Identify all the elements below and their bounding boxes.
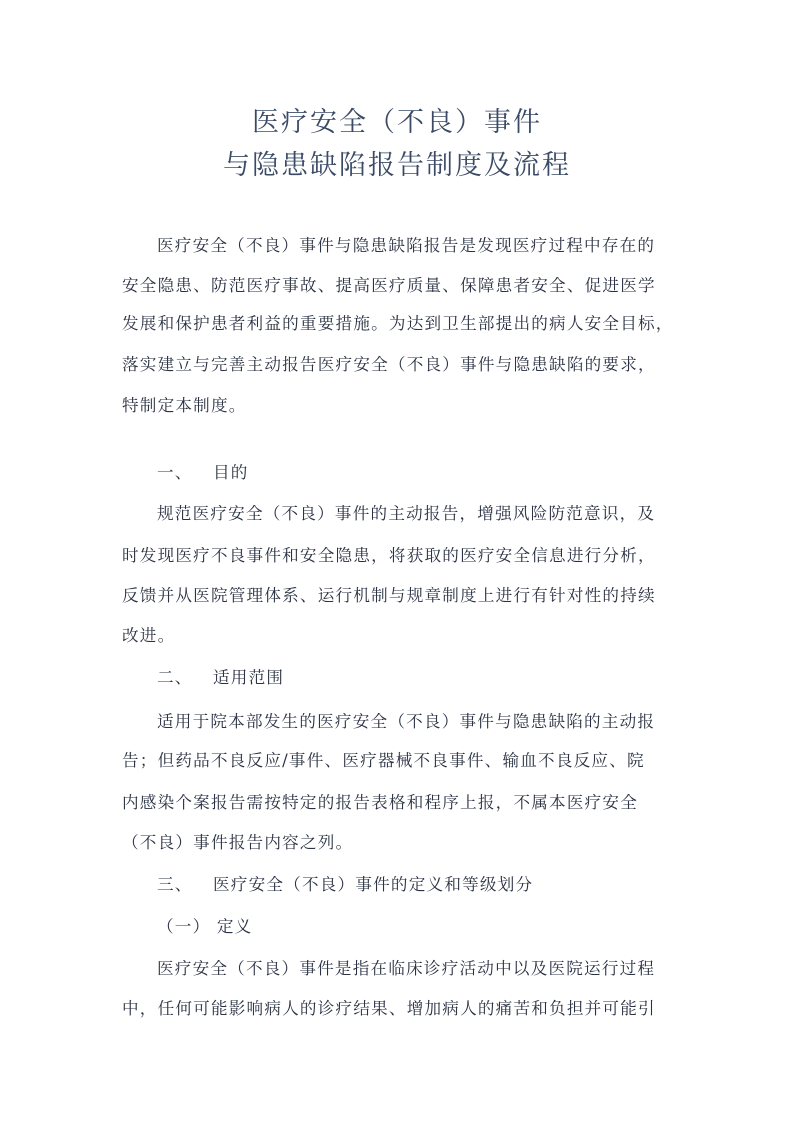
intro-line: 医疗安全（不良）事件与隐患缺陷报告是发现医疗过程中存在的 — [157, 236, 656, 255]
section-number: 三、 — [157, 875, 193, 894]
section-body-line: 医疗安全（不良）事件是指在临床诊疗活动中以及医院运行过程 — [157, 959, 656, 978]
subsection-title: 定义 — [216, 917, 253, 936]
section-number: 一、 — [157, 463, 193, 482]
section-body-line: 中，任何可能影响病人的诊疗结果、增加病人的痛苦和负担并可能引 — [122, 999, 656, 1018]
section-heading — [157, 459, 249, 483]
document-title-line1: 医疗安全（不良）事件 — [252, 107, 542, 138]
intro-line: 发展和保护患者利益的重要措施。为达到卫生部提出的病人安全目标， — [122, 314, 674, 333]
subsection-heading — [157, 913, 252, 937]
intro-line: 特制定本制度。 — [122, 396, 247, 415]
section-title: 医疗安全（不良）事件的定义和等级划分 — [213, 875, 534, 894]
intro-line: 安全隐患、防范医疗事故、提高医疗质量、保障患者安全、促进医学 — [122, 276, 656, 295]
intro-line: 落实建立与完善主动报告医疗安全（不良）事件与隐患缺陷的要求， — [122, 355, 656, 374]
section-body-line: 告；但药品不良反应/事件、医疗器械不良事件、输血不良反应、院 — [122, 751, 645, 770]
section-body-line: 适用于院本部发生的医疗安全（不良）事件与隐患缺陷的主动报 — [157, 712, 656, 731]
section-body-line: 内感染个案报告需按特定的报告表格和程序上报，不属本医疗安全 — [122, 793, 639, 812]
section-body-line: 规范医疗安全（不良）事件的主动报告，增强风险防范意识，及 — [157, 504, 656, 523]
section-heading — [157, 871, 533, 895]
section-title: 目的 — [213, 463, 249, 482]
section-body-line: 时发现医疗不良事件和安全隐患，将获取的医疗安全信息进行分析， — [122, 546, 656, 565]
section-body-line: 反馈并从医院管理体系、运行机制与规章制度上进行有针对性的持续 — [122, 586, 656, 605]
section-number: 二、 — [157, 668, 193, 687]
subsection-number: （一） — [157, 917, 211, 936]
section-title: 适用范围 — [213, 668, 285, 687]
section-heading — [157, 664, 284, 688]
section-body-line: （不良）事件报告内容之列。 — [122, 833, 354, 852]
document-title-line2: 与隐患缺陷报告制度及流程 — [223, 150, 571, 181]
section-body-line: 改进。 — [122, 626, 176, 645]
